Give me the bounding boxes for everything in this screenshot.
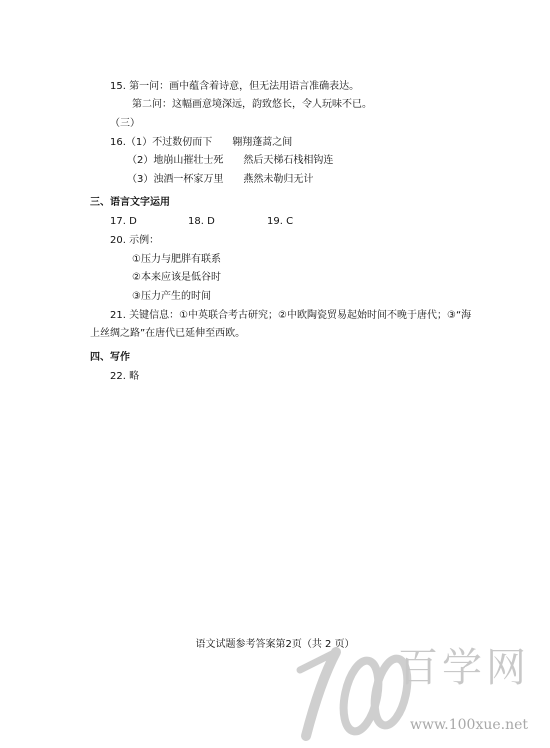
- answer-16-2: （2）地崩山摧壮士死 然后天梯石栈相钩连: [127, 155, 334, 166]
- answer-19: 19. C: [267, 216, 294, 227]
- answer-17: 17. D: [110, 216, 137, 227]
- answer-20-label: 20. 示例：: [110, 235, 160, 246]
- answer-20-item-3: ③压力产生的时间: [132, 291, 211, 302]
- answer-20-item-1: ①压力与肥胖有联系: [132, 254, 221, 265]
- subsection-three: （三）: [110, 118, 140, 129]
- answer-20-item-2: ②本来应该是低谷时: [132, 272, 221, 283]
- page-footer: 语文试题参考答案第2页（共 2 页）: [195, 639, 355, 650]
- answer-18: 18. D: [188, 216, 215, 227]
- answer-15-part2: 第二问：这幅画意境深远，韵致悠长，令人玩味不已。: [132, 99, 372, 110]
- watermark-url: www.100xue.net: [410, 717, 529, 733]
- answer-21-line1: 21. 关键信息：①中英联合考古研究；②中欧陶瓷贸易起始时间不晚于唐代；③“海: [110, 310, 472, 321]
- watermark-chinese-name: 百学网: [398, 645, 530, 691]
- answer-16-3: （3）浊酒一杯家万里 燕然未勒归无计: [127, 174, 314, 185]
- section-heading-language-use: 三、语言文字运用: [90, 197, 170, 208]
- section-heading-writing: 四、写作: [90, 352, 130, 363]
- answer-22: 22. 略: [110, 371, 140, 382]
- answer-21-line2: 上丝绸之路”在唐代已延伸至西欧。: [90, 328, 246, 339]
- answer-15-part1: 15. 第一问：画中蕴含着诗意，但无法用语言准确表达。: [110, 81, 360, 92]
- answer-16-1: 16.（1）不过数仞而下 翱翔蓬蒿之间: [110, 137, 293, 148]
